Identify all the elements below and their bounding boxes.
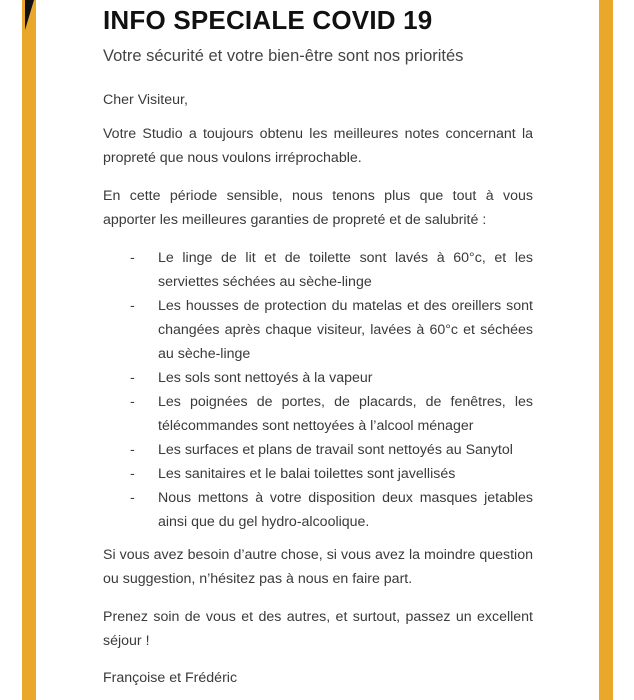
intro-paragraph: Votre Studio a toujours obtenu les meilleures notes concernant la propreté que nous voulons irréprochable. <box>103 126 533 166</box>
page-title: INFO SPECIALE COVID 19 <box>103 5 433 35</box>
list-item-text: Nous mettons à votre disposition deux masques jetables ainsi que du gel hydro-alcoolique. <box>158 490 533 530</box>
bullet-dash: - <box>130 490 135 506</box>
list-item <box>103 390 533 438</box>
list-item <box>103 294 533 366</box>
list-item <box>103 366 533 390</box>
commitment-paragraph: En cette période sensible, nous tenons plus que tout à vous apporter les meilleures garanties de propreté et de salubrité : <box>103 188 533 228</box>
closing-paragraph: Prenez soin de vous et des autres, et surtout, passez un excellent séjour ! <box>103 609 533 649</box>
list-item-text: Les surfaces et plans de travail sont nettoyés au Sanytol <box>158 442 513 458</box>
corner-mark <box>25 0 34 30</box>
list-item-text: Les sols sont nettoyés à la vapeur <box>158 370 373 386</box>
list-item-text: Les sanitaires et le balai toilettes sont javellisés <box>158 466 456 482</box>
bullet-dash: - <box>130 250 135 266</box>
measures-list <box>103 246 533 534</box>
list-item <box>103 462 533 486</box>
bullet-dash: - <box>130 394 135 410</box>
bullet-dash: - <box>130 298 135 314</box>
left-border-stripe <box>22 0 36 700</box>
bullet-dash: - <box>130 370 135 386</box>
list-item <box>103 438 533 462</box>
list-item-text: Le linge de lit et de toilette sont lavés à 60°c, et les serviettes séchées au sèche-linge <box>158 250 533 290</box>
signature: Françoise et Frédéric <box>103 670 238 686</box>
bullet-dash: - <box>130 442 135 458</box>
list-item-text: Les poignées de portes, de placards, de fenêtres, les télécommandes sont nettoyées à l’alcool ménager <box>158 394 533 434</box>
right-border-stripe <box>599 0 613 700</box>
page-subtitle: Votre sécurité et votre bien-être sont nos priorités <box>103 47 464 65</box>
contact-paragraph: Si vous avez besoin d’autre chose, si vous avez la moindre question ou suggestion, n’hésitez pas à nous en faire part. <box>103 547 533 587</box>
list-item-text: Les housses de protection du matelas et des oreillers sont changées après chaque visiteur, lavées à 60°c et séchées au sèche-linge <box>158 298 533 362</box>
list-item <box>103 486 533 534</box>
list-item <box>103 246 533 294</box>
bullet-dash: - <box>130 466 135 482</box>
greeting: Cher Visiteur, <box>103 92 188 108</box>
